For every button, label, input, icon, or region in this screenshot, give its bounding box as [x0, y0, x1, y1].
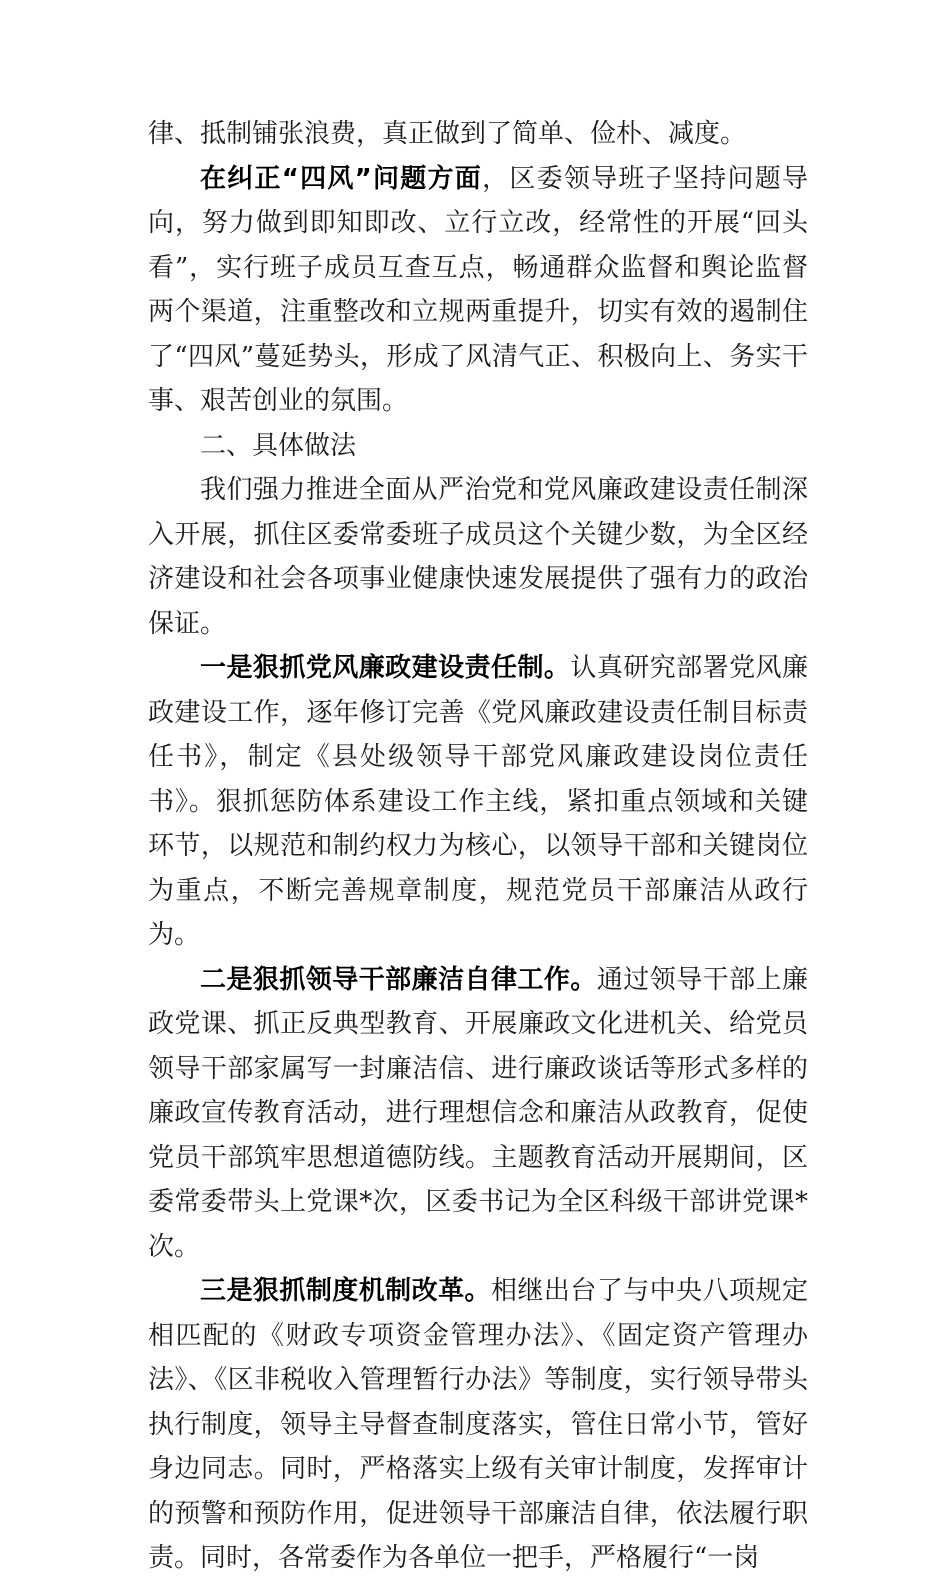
paragraph-lead-bold: 二是狠抓领导干部廉洁自律工作。	[200, 964, 597, 995]
document-body	[148, 112, 808, 1581]
paragraph-lead-bold: 一是狠抓党风廉政建设责任制。	[200, 653, 571, 683]
paragraph-text: 认真研究部署党风廉政建设工作，逐年修订完善《党风廉政建设责任制目标责任书》，制定《县处级领导干部党风廉政建设岗位责任书》。狠抓惩防体系建设工作主线，紧扣重点领域和关键环节，以规范和制约权力为核心，以领导干部和关键岗位为重点，不断完善规章制度，规范党员干部廉洁从政行为。	[148, 653, 808, 950]
paragraph-item-1	[148, 646, 808, 958]
section-heading-text: 二、具体做法	[200, 430, 357, 461]
paragraph-lead-bold: 在纠正“四风”问题方面	[200, 163, 483, 194]
paragraph-lead-bold: 三是狠抓制度机制改革。	[200, 1276, 491, 1306]
paragraph-intro	[148, 468, 808, 646]
paragraph-four-winds	[148, 157, 808, 424]
paragraph-continued	[148, 112, 808, 157]
paragraph-item-3	[148, 1269, 808, 1581]
paragraph-item-2	[148, 958, 808, 1270]
paragraph-text: ，区委领导班子坚持问题导向，努力做到即知即改、立行立改，经常性的开展“回头看”，实行班子成员互查互点，畅通群众监督和舆论监督两个渠道，注重整改和立规两重提升，切实有效的遏制住了“四风”蔓延势头，形成了风清气正、积极向上、务实干事、艰苦创业的氛围。	[148, 163, 808, 416]
section-heading	[148, 424, 808, 469]
paragraph-text: 律、抵制铺张浪费，真正做到了简单、俭朴、减度。	[148, 119, 747, 149]
paragraph-text: 相继出台了与中央八项规定相匹配的《财政专项资金管理办法》、《固定资产管理办法》、《区非税收入管理暂行办法》等制度，实行领导带头执行制度，领导主导督查制度落实，管住日常小节，管好身边同志。同时，严格落实上级有关审计制度，发挥审计的预警和预防作用，促进领导干部廉洁自律，依法履行职责。同时，各常委作为各单位一把手，严格履行“一岗	[148, 1276, 808, 1573]
paragraph-text: 通过领导干部上廉政党课、抓正反典型教育、开展廉政文化进机关、给党员领导干部家属写一封廉洁信、进行廉政谈话等形式多样的廉政宣传教育活动，进行理想信念和廉洁从政教育，促使党员干部筑牢思想道德防线。主题教育活动开展期间，区委常委带头上党课*次，区委书记为全区科级干部讲党课*次。	[148, 964, 808, 1262]
paragraph-text: 我们强力推进全面从严治党和党风廉政建设责任制深入开展，抓住区委常委班子成员这个关键少数，为全区经济建设和社会各项事业健康快速发展提供了强有力的政治保证。	[148, 475, 808, 639]
